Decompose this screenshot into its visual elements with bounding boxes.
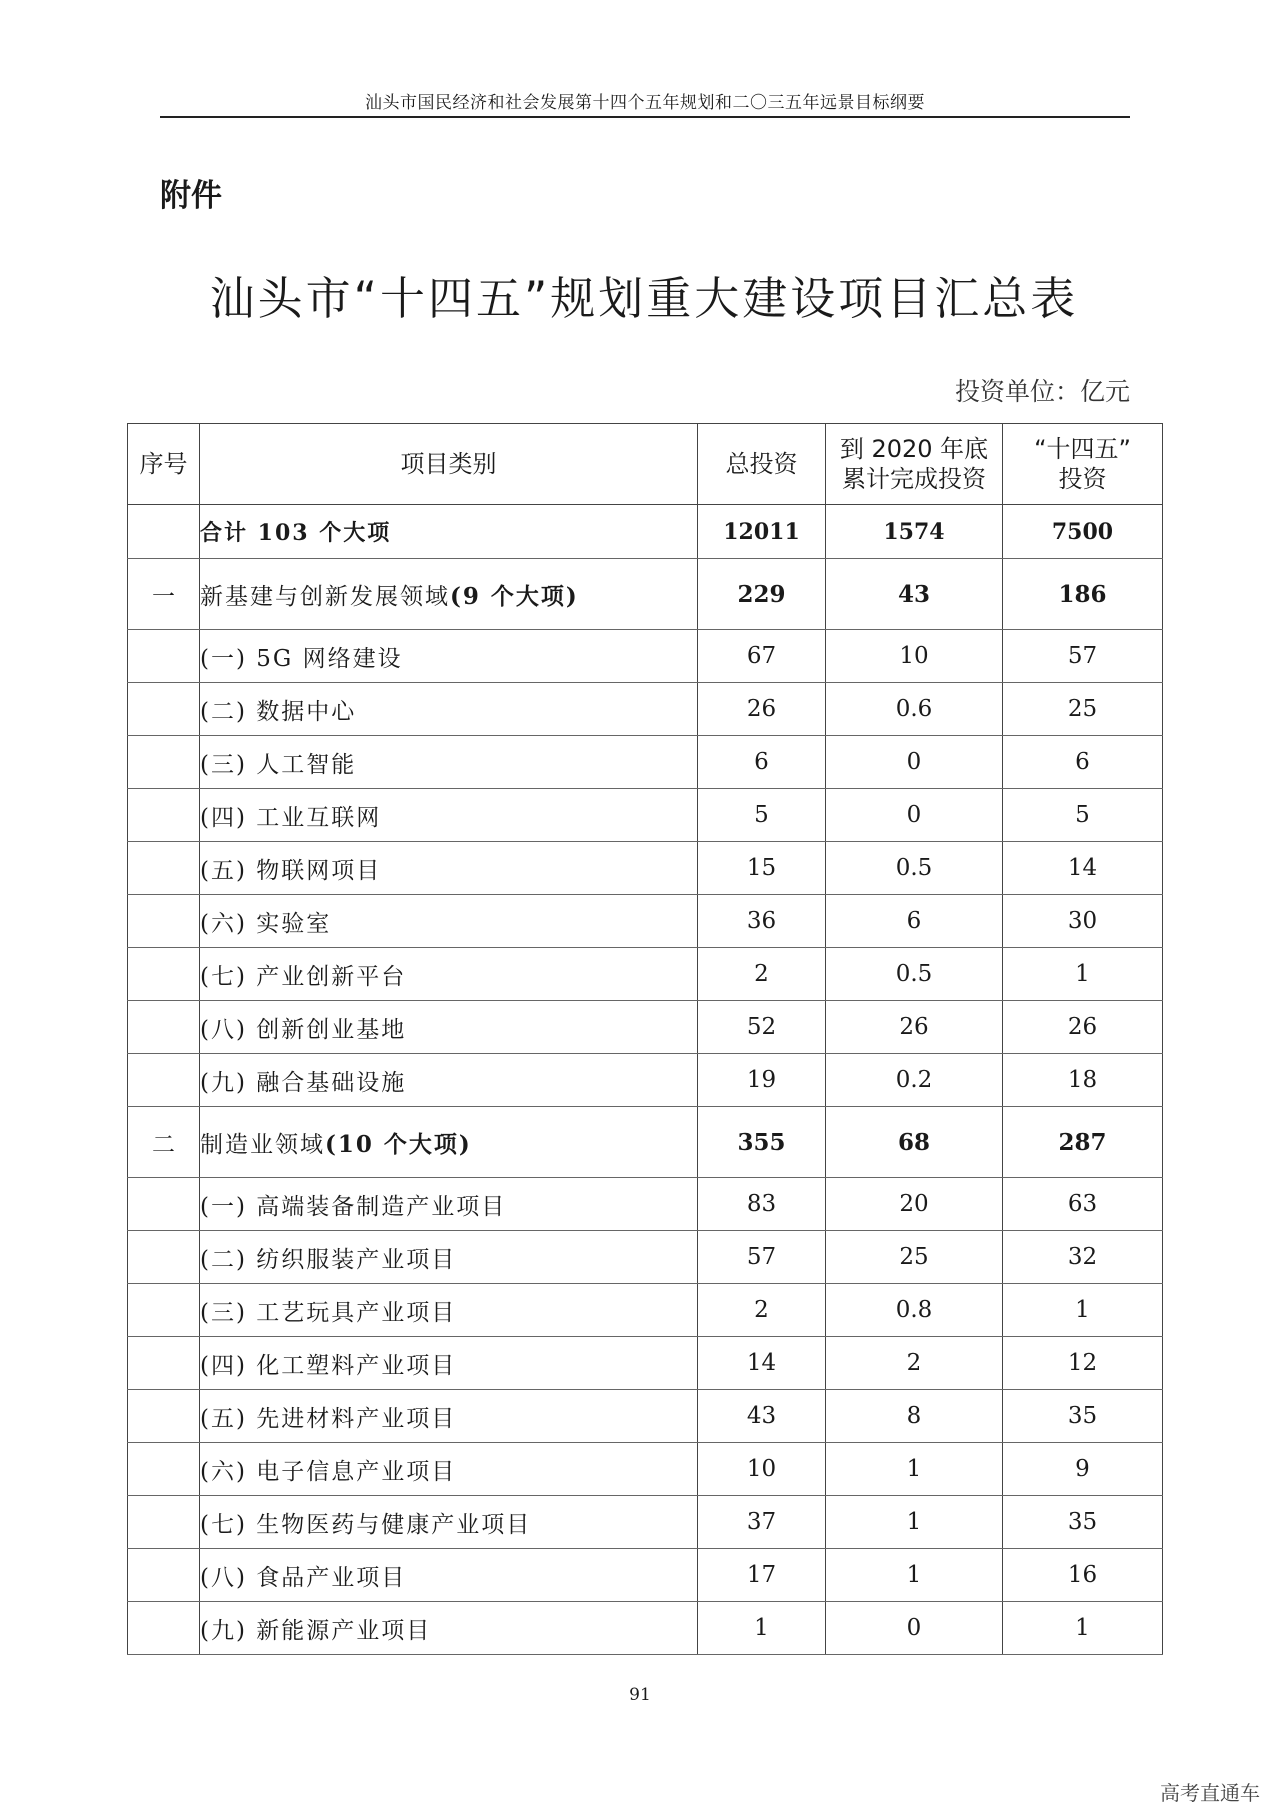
page-number: 91 — [629, 1685, 651, 1705]
row-completed: 0.5 — [826, 948, 1003, 1001]
row-completed: 2 — [826, 1337, 1003, 1390]
row-seq — [128, 789, 200, 842]
row-completed: 0 — [826, 1602, 1003, 1655]
table-header-row — [128, 424, 1163, 505]
table-row — [128, 1390, 1163, 1443]
table-row — [128, 630, 1163, 683]
row-completed: 0 — [826, 789, 1003, 842]
group-name-text: 新基建与创新发展领域 — [200, 583, 450, 610]
row-total: 83 — [698, 1178, 826, 1231]
row-completed: 0.8 — [826, 1284, 1003, 1337]
row-completed: 20 — [826, 1178, 1003, 1231]
row-total: 57 — [698, 1231, 826, 1284]
row-completed: 6 — [826, 895, 1003, 948]
header-divider — [160, 116, 1130, 118]
row-plan: 18 — [1003, 1054, 1163, 1107]
row-plan: 35 — [1003, 1390, 1163, 1443]
row-total: 52 — [698, 1001, 826, 1054]
row-plan: 57 — [1003, 630, 1163, 683]
row-plan: 9 — [1003, 1443, 1163, 1496]
table-row — [128, 895, 1163, 948]
group-plan: 287 — [1003, 1107, 1163, 1178]
group-name-text: 制造业领域 — [200, 1131, 325, 1158]
table-row — [128, 1231, 1163, 1284]
group-row — [128, 559, 1163, 630]
row-total: 36 — [698, 895, 826, 948]
row-total: 15 — [698, 842, 826, 895]
row-category: (六) 实验室 — [200, 895, 698, 948]
row-completed: 0.5 — [826, 842, 1003, 895]
table-row — [128, 1549, 1163, 1602]
header-category: 项目类别 — [200, 424, 698, 505]
row-category: (一) 高端装备制造产业项目 — [200, 1178, 698, 1231]
row-category: (八) 创新创业基地 — [200, 1001, 698, 1054]
table-row — [128, 842, 1163, 895]
row-seq — [128, 683, 200, 736]
group-seq: 二 — [128, 1107, 200, 1178]
header-total: 总投资 — [698, 424, 826, 505]
row-plan: 14 — [1003, 842, 1163, 895]
row-seq — [128, 1496, 200, 1549]
table-row — [128, 1443, 1163, 1496]
row-completed: 26 — [826, 1001, 1003, 1054]
row-seq — [128, 842, 200, 895]
row-completed: 0 — [826, 736, 1003, 789]
row-category: (八) 食品产业项目 — [200, 1549, 698, 1602]
row-total: 2 — [698, 1284, 826, 1337]
table-row — [128, 1178, 1163, 1231]
table-row — [128, 1496, 1163, 1549]
row-seq — [128, 1178, 200, 1231]
row-category: (三) 人工智能 — [200, 736, 698, 789]
row-plan: 6 — [1003, 736, 1163, 789]
row-category: (九) 融合基础设施 — [200, 1054, 698, 1107]
row-total: 67 — [698, 630, 826, 683]
group-completed: 68 — [826, 1107, 1003, 1178]
row-plan: 63 — [1003, 1178, 1163, 1231]
total-total: 12011 — [698, 505, 826, 559]
header-plan — [1003, 424, 1163, 505]
row-total: 10 — [698, 1443, 826, 1496]
group-seq: 一 — [128, 559, 200, 630]
row-total: 6 — [698, 736, 826, 789]
row-completed: 1 — [826, 1496, 1003, 1549]
row-category: (七) 产业创新平台 — [200, 948, 698, 1001]
total-seq — [128, 505, 200, 559]
row-total: 14 — [698, 1337, 826, 1390]
row-category: (一) 5G 网络建设 — [200, 630, 698, 683]
row-category: (九) 新能源产业项目 — [200, 1602, 698, 1655]
header-plan-line2: 投资 — [1058, 465, 1107, 493]
row-completed: 8 — [826, 1390, 1003, 1443]
row-plan: 1 — [1003, 1602, 1163, 1655]
row-seq — [128, 1443, 200, 1496]
row-completed: 0.6 — [826, 683, 1003, 736]
row-seq — [128, 1284, 200, 1337]
row-plan: 32 — [1003, 1231, 1163, 1284]
row-seq — [128, 630, 200, 683]
row-plan: 25 — [1003, 683, 1163, 736]
total-label: 合计 103 个大项 — [200, 505, 698, 559]
row-completed: 25 — [826, 1231, 1003, 1284]
row-total: 37 — [698, 1496, 826, 1549]
page-title: 汕头市“十四五”规划重大建设项目汇总表 — [209, 272, 1079, 325]
table-row — [128, 683, 1163, 736]
row-category: (五) 物联网项目 — [200, 842, 698, 895]
row-seq — [128, 1602, 200, 1655]
header-completed — [826, 424, 1003, 505]
row-total: 5 — [698, 789, 826, 842]
row-seq — [128, 736, 200, 789]
row-total: 43 — [698, 1390, 826, 1443]
row-plan: 30 — [1003, 895, 1163, 948]
header-completed-line2: 累计完成投资 — [842, 465, 986, 493]
group-count: (10 个大项) — [325, 1130, 472, 1158]
row-total: 19 — [698, 1054, 826, 1107]
total-plan: 7500 — [1003, 505, 1163, 559]
table-row — [128, 1284, 1163, 1337]
row-category: (二) 纺织服装产业项目 — [200, 1231, 698, 1284]
row-category: (四) 工业互联网 — [200, 789, 698, 842]
attachment-label: 附件 — [160, 178, 222, 214]
row-completed: 0.2 — [826, 1054, 1003, 1107]
row-plan: 1 — [1003, 1284, 1163, 1337]
group-total: 229 — [698, 559, 826, 630]
row-total: 17 — [698, 1549, 826, 1602]
row-plan: 5 — [1003, 789, 1163, 842]
group-row — [128, 1107, 1163, 1178]
row-plan: 1 — [1003, 948, 1163, 1001]
row-plan: 26 — [1003, 1001, 1163, 1054]
unit-label: 投资单位：亿元 — [954, 377, 1130, 406]
row-completed: 10 — [826, 630, 1003, 683]
row-category: (七) 生物医药与健康产业项目 — [200, 1496, 698, 1549]
table-row — [128, 1602, 1163, 1655]
group-total: 355 — [698, 1107, 826, 1178]
table-row — [128, 789, 1163, 842]
row-seq — [128, 1390, 200, 1443]
row-total: 26 — [698, 683, 826, 736]
table-row — [128, 1054, 1163, 1107]
row-seq — [128, 1337, 200, 1390]
row-plan: 12 — [1003, 1337, 1163, 1390]
table-row — [128, 1337, 1163, 1390]
row-seq — [128, 1549, 200, 1602]
header-completed-line1: 到 2020 年底 — [839, 435, 989, 463]
table-row — [128, 736, 1163, 789]
row-plan: 35 — [1003, 1496, 1163, 1549]
row-seq — [128, 895, 200, 948]
project-summary-table — [127, 423, 1163, 1655]
group-completed: 43 — [826, 559, 1003, 630]
row-category: (二) 数据中心 — [200, 683, 698, 736]
row-completed: 1 — [826, 1443, 1003, 1496]
total-completed: 1574 — [826, 505, 1003, 559]
row-total: 1 — [698, 1602, 826, 1655]
row-category: (五) 先进材料产业项目 — [200, 1390, 698, 1443]
row-seq — [128, 1054, 200, 1107]
row-category: (三) 工艺玩具产业项目 — [200, 1284, 698, 1337]
row-seq — [128, 1001, 200, 1054]
group-count: (9 个大项) — [450, 582, 579, 610]
group-name — [200, 1107, 698, 1178]
watermark: 高考直通车 — [1160, 1781, 1260, 1805]
total-row — [128, 505, 1163, 559]
header-plan-line1: “十四五” — [1034, 435, 1131, 463]
row-category: (四) 化工塑料产业项目 — [200, 1337, 698, 1390]
group-plan: 186 — [1003, 559, 1163, 630]
row-seq — [128, 1231, 200, 1284]
table-row — [128, 1001, 1163, 1054]
row-plan: 16 — [1003, 1549, 1163, 1602]
table-row — [128, 948, 1163, 1001]
row-seq — [128, 948, 200, 1001]
header-seq: 序号 — [128, 424, 200, 505]
group-name — [200, 559, 698, 630]
row-category: (六) 电子信息产业项目 — [200, 1443, 698, 1496]
row-total: 2 — [698, 948, 826, 1001]
row-completed: 1 — [826, 1549, 1003, 1602]
running-header: 汕头市国民经济和社会发展第十四个五年规划和二〇三五年远景目标纲要 — [365, 93, 925, 113]
